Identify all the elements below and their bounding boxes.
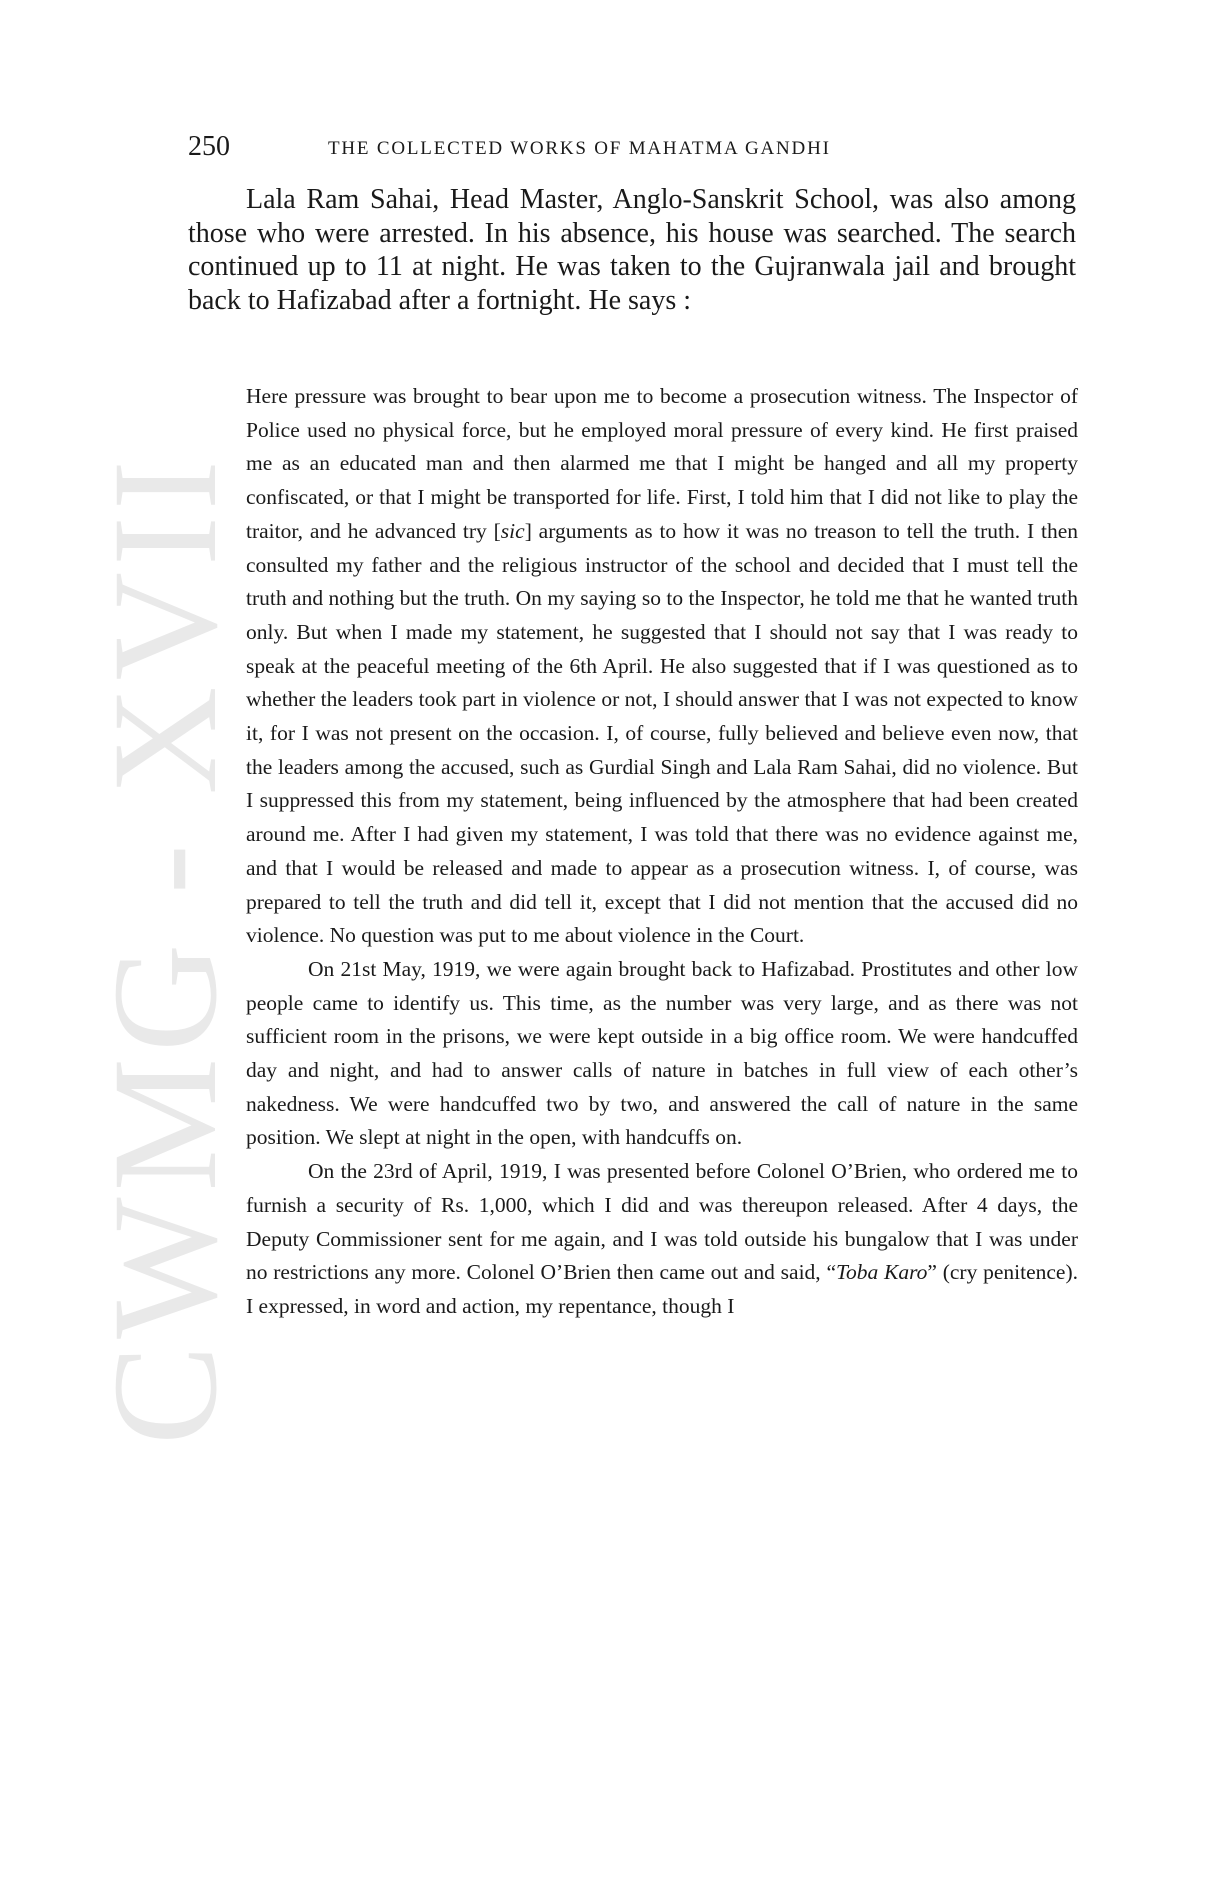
intro-paragraph: Lala Ram Sahai, Head Master, Anglo-Sanskrit School, was also among those who were arrested. In his absence, his house was searched. The search continued up to 11 at night. He was taken to the Gujranwala jail and brought back to Hafizabad after a fortnight. He says :: [188, 184, 1076, 316]
page-number: 250: [188, 131, 230, 162]
quote-paragraph-3-text-b: ” (cry penitence). I expressed, in word and action, my repentance, though I: [246, 1260, 1079, 1318]
quote-paragraph-3: [246, 1155, 1078, 1324]
toba-karo-italic: Toba Karo: [836, 1260, 928, 1285]
quote-paragraph-3-text-a: On the 23rd of April, 1919, I was presented before Colonel O’Brien, who ordered me to furnish a security of Rs. 1,000, which I did and was thereupon released. After 4 days, the Deputy Commissioner sent for me again, and I was told outside his bungalow that I was under no restrictions any more. Colonel O’Brien then came out and said, “: [246, 1159, 1078, 1285]
watermark: CWMG - XVII: [82, 454, 248, 1446]
running-head: THE COLLECTED WORKS OF MAHATMA GANDHI: [328, 138, 831, 159]
quote-paragraph-1-text-a: Here pressure was brought to bear upon me to become a prosecution witness. The Inspector of Police used no physical force, but he employed moral pressure of every kind. He first praised me as an educated man and then alarmed me that I might be hanged and all my property confiscated, or that I might be transported for life. First, I told him that I did not like to play the traitor, and he advanced try [: [246, 384, 1078, 543]
block-quote: [246, 380, 1078, 1324]
quote-paragraph-1-text-b: ] arguments as to how it was no treason to tell the truth. I then consulted my father and the religious instructor of the school and decided that I must tell the truth and nothing but the truth. On my saying so to the Inspector, he told me that he wanted truth only. But when I made my statement, he suggested that I should not say that I was ready to speak at the peaceful meeting of the 6th April. He also suggested that if I was questioned as to whether the leaders took part in violence or not, I should answer that I was not expected to know it, for I was not present on the occasion. I, of course, fully believed and believe even now, that the leaders among the accused, such as Gurdial Singh and Lala Ram Sahai, did no violence. But I suppressed this from my statement, being influenced by the atmosphere that had been created around me. After I had given my statement, I was told that there was no evidence against me, and that I would be released and made to appear as a prosecution witness. I, of course, was prepared to tell the truth and did tell it, except that I did not mention that the accused did no violence. No question was put to me about violence in the Court.: [246, 518, 1078, 948]
page-header: [188, 130, 1078, 170]
quote-paragraph-2: On 21st May, 1919, we were again brought back to Hafizabad. Prostitutes and other low people came to identify us. This time, as the number was very large, and as there was not sufficient room in the prisons, we were kept outside in a big office room. We were handcuffed day and night, and had to answer calls of nature in batches in full view of each other’s nakedness. We were handcuffed two by two, and answered the call of nature in the same position. We slept at night in the open, with handcuffs on.: [246, 956, 1078, 1150]
quote-paragraph-1: [246, 380, 1078, 953]
sic-italic: sic: [500, 518, 525, 543]
